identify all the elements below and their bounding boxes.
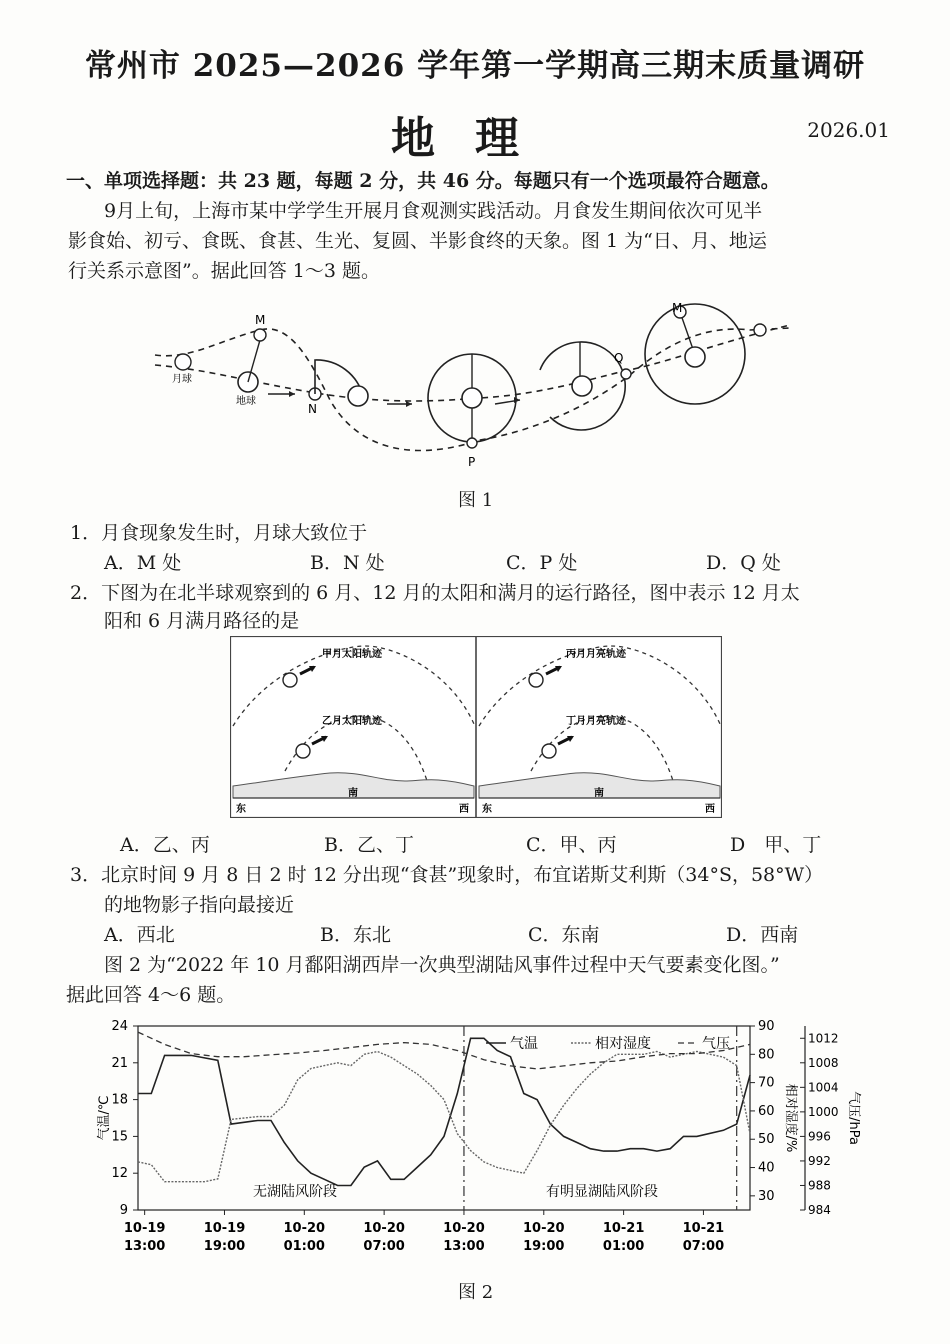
q3-option-d: D．西南 xyxy=(726,924,799,946)
earth-4-circle xyxy=(572,376,592,396)
exam-date: 2026.01 xyxy=(807,118,890,142)
q1-option-d: D．Q 处 xyxy=(706,552,781,574)
q1-option-a: A．M 处 xyxy=(104,552,182,574)
pressure-tick-label-5: 1004 xyxy=(808,1080,839,1095)
x-tick-time-5: 19:00 xyxy=(523,1239,565,1254)
moon-start-circle xyxy=(175,354,191,370)
x-tick-date-3: 10-20 xyxy=(363,1221,405,1236)
legend-label-2: 气压 xyxy=(702,1036,730,1052)
figure2-chart xyxy=(90,1018,890,1276)
subject-title: 地理 xyxy=(391,113,559,164)
right-south-label: 南 xyxy=(594,788,604,799)
label-n: N xyxy=(308,402,317,416)
right-west-label: 西 xyxy=(705,804,715,815)
x-tick-time-7: 07:00 xyxy=(682,1239,725,1254)
label-m: M xyxy=(255,313,266,327)
moon-q-circle xyxy=(621,369,631,379)
label-p: P xyxy=(468,455,476,469)
earth-label: 地球 xyxy=(236,396,256,407)
x-tick-time-0: 13:00 xyxy=(123,1239,166,1254)
humidity-tick-label-1: 40 xyxy=(758,1160,775,1176)
left-upper-label: 甲月太阳轨迹 xyxy=(322,649,382,660)
series-line-2 xyxy=(138,1032,750,1069)
pressure-tick-label-2: 992 xyxy=(808,1153,831,1168)
annotation-no-lake-breeze: 无湖陆风阶段 xyxy=(253,1184,337,1200)
q2-option-b: B．乙、丁 xyxy=(324,834,414,856)
legend-label-0: 气温 xyxy=(510,1036,538,1052)
x-tick-date-5: 10-20 xyxy=(522,1221,565,1236)
humidity-axis-title: 相对湿度/% xyxy=(783,1083,798,1153)
x-tick-time-4: 13:00 xyxy=(443,1239,485,1254)
pressure-tick-label-7: 1012 xyxy=(808,1031,839,1046)
figure1-caption: 图 1 xyxy=(458,490,494,511)
intro2-line1: 图 2 为“2022 年 10 月鄱阳湖西岸一次典型湖陆风事件过程中天气要素变化图。” xyxy=(104,954,780,976)
q3-option-c: C．东南 xyxy=(528,924,600,946)
earth-3-circle xyxy=(462,388,482,408)
intro1-line2: 影食始、初亏、食既、食甚、生光、复圆、半影食终的天象。图 1 为“日、月、地运 xyxy=(68,230,767,252)
humidity-tick-label-5: 80 xyxy=(758,1047,775,1063)
left-east-label: 东 xyxy=(236,804,246,815)
pressure-tick-label-6: 1008 xyxy=(808,1055,839,1070)
q1-option-b: B．N 处 xyxy=(310,552,385,574)
pressure-tick-label-0: 984 xyxy=(808,1203,831,1217)
humidity-tick-label-0: 30 xyxy=(758,1188,775,1204)
q3-stem-line2: 的地物影子指向最接近 xyxy=(104,894,295,916)
intro1-line1: 9月上旬，上海市某中学学生开展月食观测实践活动。月食发生期间依次可见半 xyxy=(104,200,763,222)
pressure-axis-title: 气压/hPa xyxy=(846,1091,861,1145)
humidity-tick-label-4: 70 xyxy=(758,1075,775,1091)
q2-option-d: D 甲、丁 xyxy=(730,834,822,856)
series-line-0 xyxy=(138,1038,750,1185)
intro2-line2: 据此回答 4～6 题。 xyxy=(66,984,236,1006)
x-tick-date-1: 10-19 xyxy=(203,1221,246,1236)
temp-tick-label-1: 12 xyxy=(111,1166,128,1182)
x-tick-date-2: 10-20 xyxy=(283,1221,326,1236)
left-west-label: 西 xyxy=(459,804,469,815)
temp-tick-label-4: 21 xyxy=(111,1055,128,1071)
q2-paths-figure xyxy=(230,636,722,818)
q3-option-a: A．西北 xyxy=(104,924,175,946)
x-tick-time-6: 01:00 xyxy=(602,1239,645,1254)
humidity-tick-label-3: 60 xyxy=(758,1103,775,1119)
x-tick-date-0: 10-19 xyxy=(123,1221,166,1236)
pressure-tick-label-4: 1000 xyxy=(808,1104,839,1119)
legend-label-1: 相对湿度 xyxy=(595,1036,651,1052)
label-q: Q xyxy=(614,351,624,365)
exam-title: 常州市 2025—2026 学年第一学期高三期末质量调研 xyxy=(84,48,866,84)
x-tick-time-2: 01:00 xyxy=(283,1239,325,1254)
moon-label: 月球 xyxy=(172,374,192,385)
figure2-caption: 图 2 xyxy=(458,1282,494,1303)
intro1-line3: 行关系示意图”。据此回答 1～3 题。 xyxy=(68,260,380,282)
temp-tick-label-2: 15 xyxy=(111,1129,128,1145)
q2-option-c: C．甲、丙 xyxy=(526,834,617,856)
humidity-tick-label-2: 50 xyxy=(758,1132,775,1148)
right-lower-label: 丁月月亮轨迹 xyxy=(566,716,626,727)
humidity-tick-label-6: 90 xyxy=(758,1019,775,1034)
temp-tick-label-5: 24 xyxy=(111,1019,128,1034)
temp-tick-label-0: 9 xyxy=(119,1203,128,1218)
q2-stem-line2: 阳和 6 月满月路径的是 xyxy=(104,610,300,632)
annotation-lake-breeze: 有明显湖陆风阶段 xyxy=(546,1184,658,1200)
moon-m-circle xyxy=(254,329,266,341)
q2-stem-line1: 2．下图为在北半球观察到的 6 月、12 月的太阳和满月的运行路径，图中表示 12 月太 xyxy=(70,582,800,604)
temp-axis-title: 气温/℃ xyxy=(97,1095,112,1141)
q1-stem: 1．月食现象发生时，月球大致位于 xyxy=(70,522,368,544)
x-tick-date-7: 10-21 xyxy=(682,1221,725,1236)
pressure-tick-label-1: 988 xyxy=(808,1178,831,1193)
earth-2-circle xyxy=(348,386,368,406)
q2-option-a: A．乙、丙 xyxy=(120,834,210,856)
q3-stem-line1: 3．北京时间 9 月 8 日 2 时 12 分出现“食甚”现象时，布宜诺斯艾利斯（34°S，58°W） xyxy=(70,864,824,886)
figure1-diagram xyxy=(150,300,810,480)
section-heading: 一、单项选择题：共 23 题，每题 2 分，共 46 分。每题只有一个选项最符合题意。 xyxy=(66,170,780,192)
x-tick-date-4: 10-20 xyxy=(443,1221,485,1236)
x-tick-date-6: 10-21 xyxy=(602,1221,645,1236)
x-tick-time-1: 19:00 xyxy=(203,1239,246,1254)
q3-option-b: B．东北 xyxy=(320,924,391,946)
temp-tick-label-3: 18 xyxy=(111,1092,128,1108)
label-m2: M xyxy=(672,301,683,315)
earth-5-circle xyxy=(685,347,705,367)
right-east-label: 东 xyxy=(482,804,492,815)
moon-end-circle xyxy=(754,324,766,336)
pressure-tick-label-3: 996 xyxy=(808,1129,831,1144)
q1-option-c: C．P 处 xyxy=(506,552,578,574)
right-upper-label: 丙月月亮轨迹 xyxy=(566,649,626,660)
left-south-label: 南 xyxy=(348,788,358,799)
left-lower-label: 乙月太阳轨迹 xyxy=(322,716,382,727)
moon-p-circle xyxy=(467,438,477,448)
x-tick-time-3: 07:00 xyxy=(363,1239,405,1254)
